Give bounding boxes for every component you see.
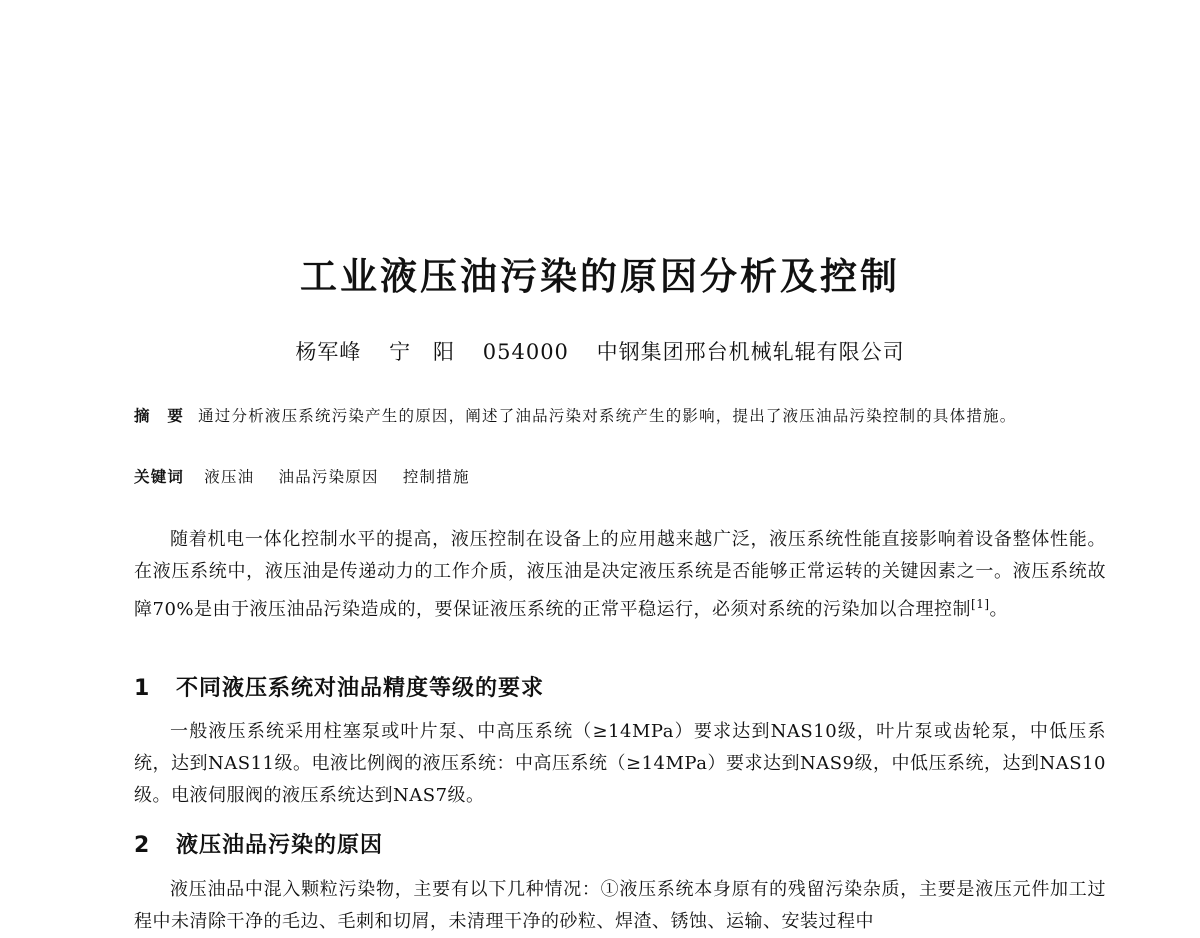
author-name: 杨军峰 [295, 340, 362, 364]
affiliation: 中钢集团邢台机械轧辊有限公司 [596, 340, 905, 364]
section-number: 2 [134, 833, 151, 858]
section-heading [134, 828, 383, 859]
section-number: 1 [134, 676, 151, 701]
author-line [0, 336, 1200, 366]
postal-code: 054000 [482, 340, 569, 364]
keyword: 油品污染原因 [278, 468, 379, 486]
keywords [134, 465, 1106, 487]
citation-ref: [1] [971, 597, 990, 611]
keyword: 液压油 [204, 468, 255, 486]
intro-paragraph [134, 524, 1106, 626]
intro-end: 。 [989, 599, 1009, 620]
section-title: 不同液压系统对油品精度等级的要求 [176, 676, 545, 701]
keyword: 控制措施 [402, 468, 470, 486]
intro-text: 随着机电一体化控制水平的提高，液压控制在设备上的应用越来越广泛，液压系统性能直接影响着设备整体性能。在液压系统中，液压油是传递动力的工作介质，液压油是决定液压系统是否能够正常运转的关键因素之一。液压系统故障70%是由于液压油品污染造成的，要保证液压系统的正常平稳运行，必须对系统的污染加以合理控制 [134, 529, 1106, 620]
abstract [134, 402, 1106, 430]
section-title: 液压油品污染的原因 [176, 833, 384, 858]
paper-title: 工业液压油污染的原因分析及控制 [300, 254, 900, 298]
author-name: 宁 阳 [389, 340, 456, 364]
section-heading [134, 671, 544, 702]
abstract-text: 通过分析液压系统污染产生的原因，阐述了油品污染对系统产生的影响，提出了液压油品污染控制的具体措施。 [198, 407, 1017, 425]
abstract-label: 摘 要 [134, 407, 185, 425]
keywords-label: 关键词 [134, 468, 185, 486]
section-paragraph: 液压油品中混入颗粒污染物，主要有以下几种情况：①液压系统本身原有的残留污染杂质，主要是液压元件加工过程中未清除干净的毛边、毛刺和切屑，未清理干净的砂粒、焊渣、锈蚀、运输、安装过程中 [134, 879, 1106, 932]
section-paragraph: 一般液压系统采用柱塞泵或叶片泵、中高压系统（≥14MPa）要求达到NAS10级，叶片泵或齿轮泵，中低压系统，达到NAS11级。电液比例阀的液压系统：中高压系统（≥14MPa）要求达到NAS9级，中低压系统，达到NAS10级。电液伺服阀的液压系统达到NAS7级。 [134, 721, 1106, 806]
